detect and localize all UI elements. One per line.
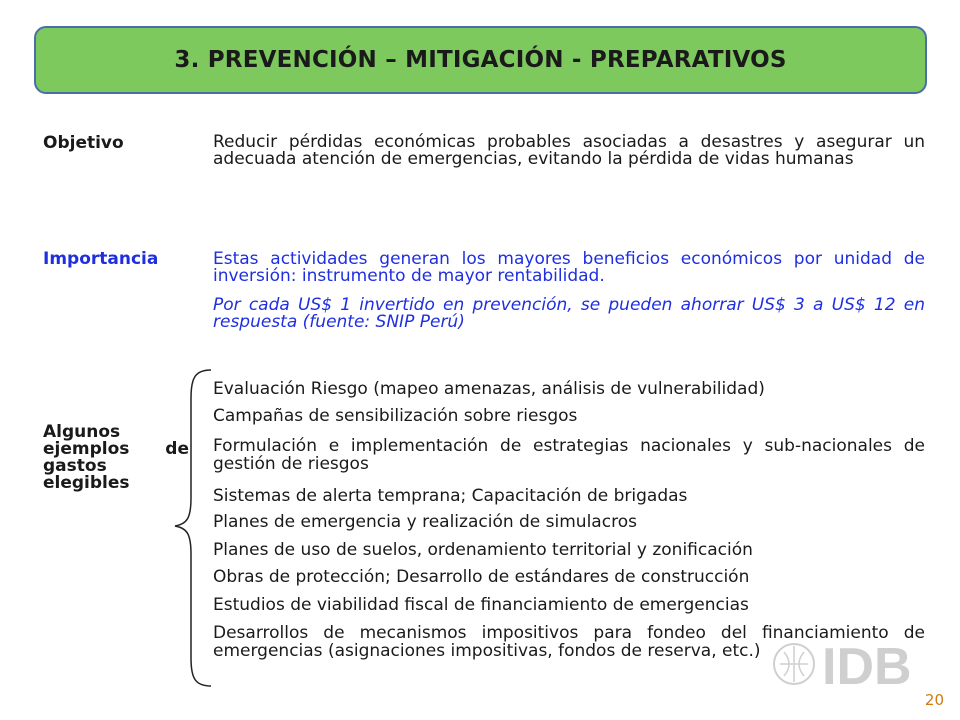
page-number: 20 — [924, 691, 944, 709]
importance-label: Importancia — [43, 249, 159, 269]
objective-text: Reducir pérdidas económicas probables asociadas a desastres y asegurar un adecuada atención de emergencias, evitando la pérdida de vidas humanas — [213, 132, 925, 169]
example-item: Desarrollos de mecanismos impositivos para fondeo del financiamiento de emergencias (asignaciones impositivas, fondos de reserva, etc.) — [213, 623, 925, 661]
example-item: Planes de uso de suelos, ordenamiento territorial y zonificación — [213, 540, 753, 560]
idb-logo — [772, 634, 932, 694]
title-bar — [34, 26, 927, 94]
svg-text:IDB: IDB — [822, 638, 912, 694]
examples-label: Algunos ejemplos de gastos elegibles — [43, 422, 189, 493]
example-item: Formulación e implementación de estrategias nacionales y sub-nacionales de gestión de riesgos — [213, 436, 925, 474]
objective-label: Objetivo — [43, 133, 124, 153]
example-item: Sistemas de alerta temprana; Capacitación de brigadas — [213, 486, 688, 506]
importance-text: Estas actividades generan los mayores beneficios económicos por unidad de inversión: instrumento de mayor rentabilidad. — [213, 249, 925, 286]
example-item: Campañas de sensibilización sobre riesgos — [213, 406, 578, 426]
importance-note: Por cada US$ 1 invertido en prevención, se pueden ahorrar US$ 3 a US$ 12 en respuesta (fuente: SNIP Perú) — [213, 295, 925, 332]
example-item: Obras de protección; Desarrollo de estándares de construcción — [213, 567, 750, 587]
curly-brace-icon — [173, 368, 213, 688]
page-title: 3. PREVENCIÓN – MITIGACIÓN - PREPARATIVOS — [174, 47, 787, 73]
example-item: Planes de emergencia y realización de simulacros — [213, 512, 637, 532]
example-item: Estudios de viabilidad fiscal de financiamiento de emergencias — [213, 595, 749, 615]
example-item: Evaluación Riesgo (mapeo amenazas, análisis de vulnerabilidad) — [213, 379, 765, 399]
